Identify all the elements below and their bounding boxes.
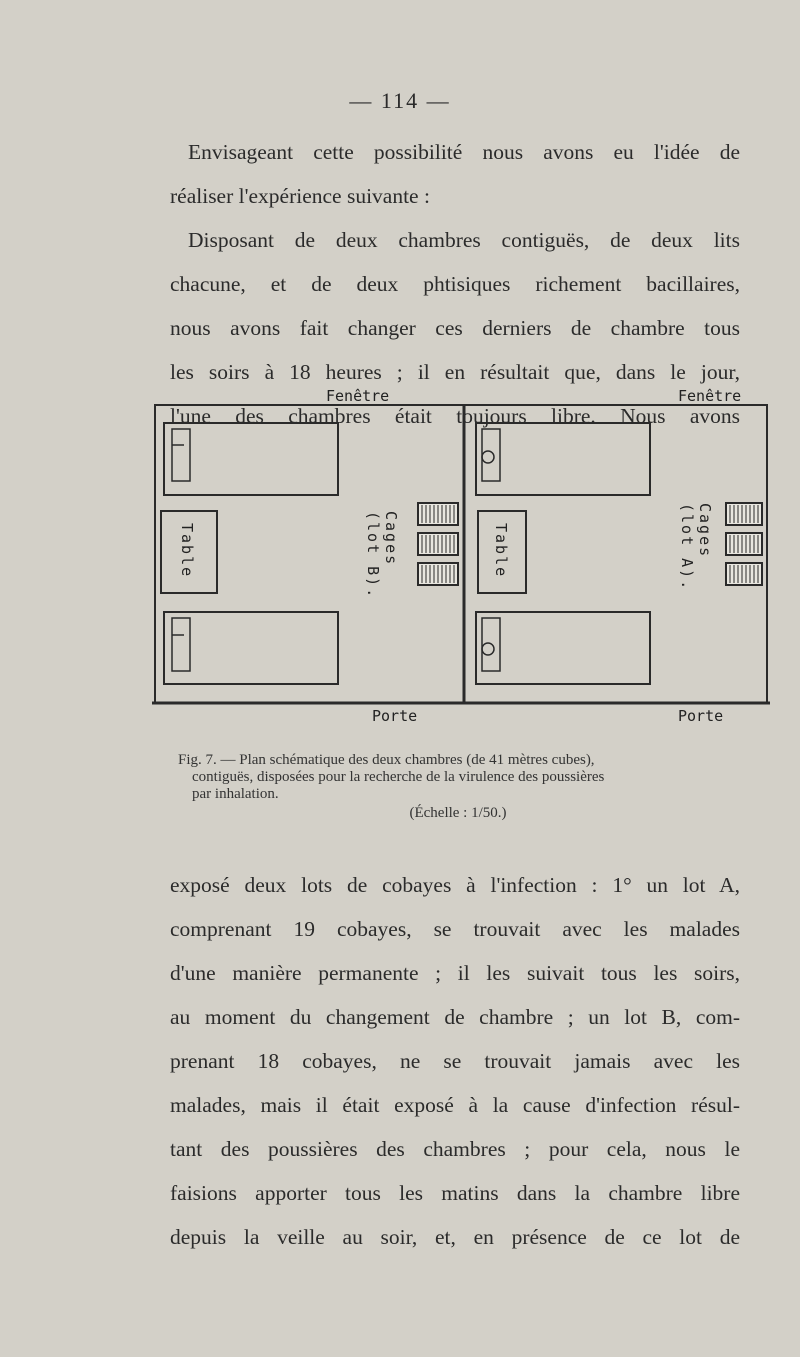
outer-wall: [155, 405, 767, 703]
room-plan-figure: [150, 385, 772, 730]
cage-a-3: [726, 563, 762, 585]
text-line: faisions apporter tous les matins dans la chambre libre: [170, 1181, 740, 1205]
text-line: depuis la veille au soir, et, en présence de ce lot de: [170, 1225, 740, 1249]
text-line: Disposant de deux chambres contiguës, de deux lits: [188, 228, 740, 252]
text-line: exposé deux lots de cobayes à l'infection : 1° un lot A,: [170, 873, 740, 897]
table-right-label: Table: [492, 523, 510, 579]
text-line: chacune, et de deux phtisiques richement bacillaires,: [170, 272, 740, 296]
bed-right-top: [476, 423, 650, 495]
pillow-right-top: [482, 429, 500, 481]
patient-head-bottom: [482, 643, 494, 655]
pillow-left-bottom: [172, 618, 190, 671]
cages-lot-b-label: Cages (lot B).: [364, 511, 400, 600]
text-line: Envisageant cette possibilité nous avons eu l'idée de: [188, 140, 740, 164]
patient-head-top: [482, 451, 494, 463]
caption-scale: (Échelle : 1/50.): [409, 805, 507, 821]
text-line: au moment du changement de chambre ; un lot B, com-: [170, 1005, 740, 1029]
cage-a-1: [726, 503, 762, 525]
figure-caption: [178, 752, 738, 822]
pillow-left-top: [172, 429, 190, 481]
text-line: nous avons fait changer ces derniers de chambre tous: [170, 316, 740, 340]
cage-a-2: [726, 533, 762, 555]
caption-line: contiguës, disposées pour la recherche de la virulence des poussières: [192, 769, 605, 785]
text-line: les soirs à 18 heures ; il en résultait que, dans le jour,: [170, 360, 740, 384]
bed-right-bottom: [476, 612, 650, 684]
text-line: prenant 18 cobayes, ne se trouvait jamais avec les: [170, 1049, 740, 1073]
cages-lot-a-label: Cages (lot A).: [678, 503, 714, 592]
text-line: comprenant 19 cobayes, se trouvait avec les malades: [170, 917, 740, 941]
table-left-label: Table: [178, 523, 196, 579]
door-left-label: Porte: [372, 707, 418, 725]
caption-line: Fig. 7. — Plan schématique des deux chambres (de 41 mètres cubes),: [178, 752, 595, 768]
caption-line: par inhalation.: [192, 786, 279, 802]
text-line: tant des poussières des chambres ; pour cela, nous le: [170, 1137, 740, 1161]
page-number: — 114 —: [349, 88, 451, 113]
text-line: malades, mais il était exposé à la cause d'infection résul-: [170, 1093, 740, 1117]
text-line: réaliser l'expérience suivante :: [170, 184, 430, 208]
text-line: d'une manière permanente ; il les suivait tous les soirs,: [170, 961, 740, 985]
window-right-label: Fenêtre: [678, 387, 742, 405]
door-right-label: Porte: [678, 707, 724, 725]
text-line: l'une des chambres était toujours libre. Nous avons: [170, 404, 740, 428]
window-left-label: Fenêtre: [326, 387, 390, 405]
text-bottom: [170, 863, 740, 1259]
